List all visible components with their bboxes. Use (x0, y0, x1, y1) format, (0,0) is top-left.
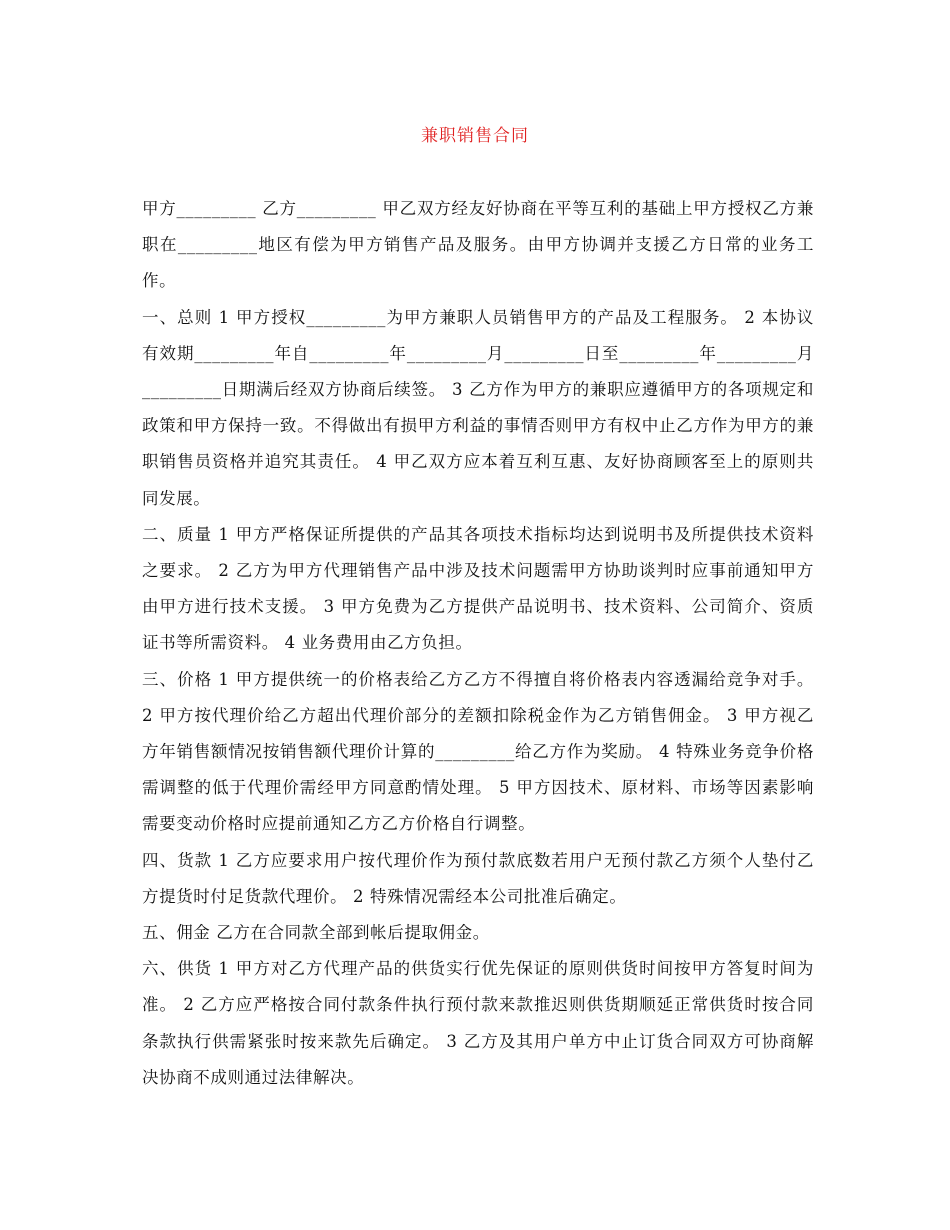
paragraph-general-provisions: 一、总则 1 甲方授权_________为甲方兼职人员销售甲方的产品及工程服务。 2 本协议有效期_________年自_________年_________月_________日至_________年_________月_________日期满后经双方协商后续签。 3 乙方作为甲方的兼职应遵循甲方的各项规定和政策和甲方保持一致。不得做出有损甲方利益的事情否则甲方有权中止乙方作为甲方的兼职销售员资格并追究其责任。 4 甲乙双方应本着互利互惠、友好协商顾客至上的原则共同发展。 (142, 307, 814, 508)
document-title: 兼职销售合同 (421, 126, 529, 146)
document-body (142, 191, 814, 1096)
paragraph-supply: 六、供货 1 甲方对乙方代理产品的供货实行优先保证的原则供货时间按甲方答复时间为准。 2 乙方应严格按合同付款条件执行预付款来款推迟则供货期顺延正常供货时按合同条款执行供需紧张时按来款先后确定。 3 乙方及其用户单方中止订货合同双方可协商解决协商不成则通过法律解决。 (142, 959, 814, 1087)
paragraph-payment: 四、货款 1 乙方应要求用户按代理价作为预付款底数若用户无预付款乙方须个人垫付乙方提货时付足货款代理价。 2 特殊情况需经本公司批准后确定。 (142, 850, 814, 906)
paragraph-quality: 二、质量 1 甲方严格保证所提供的产品其各项技术指标均达到说明书及所提供技术资料之要求。 2 乙方为甲方代理销售产品中涉及技术问题需甲方协助谈判时应事前通知甲方由甲方进行技术支援。 3 甲方免费为乙方提供产品说明书、技术资料、公司简介、资质证书等所需资料。 4 业务费用由乙方负担。 (142, 524, 814, 653)
paragraph-price: 三、价格 1 甲方提供统一的价格表给乙方乙方不得擅自将价格表内容透漏给竞争对手。 2 甲方按代理价给乙方超出代理价部分的差额扣除税金作为乙方销售佣金。 3 甲方视乙方年销售额情况按销售额代理价计算的_________给乙方作为奖励。 4 特殊业务竞争价格需调整的低于代理价需经甲方同意酌情处理。 5 甲方因技术、原材料、市场等因素影响需要变动价格时应提前通知乙方乙方价格自行调整。 (142, 669, 814, 834)
paragraph-commission: 五、佣金 乙方在合同款全部到帐后提取佣金。 (142, 923, 490, 943)
paragraph-parties: 甲方_________ 乙方_________ 甲乙双方经友好协商在平等互利的基础上甲方授权乙方兼职在_________地区有偿为甲方销售产品及服务。由甲方协调并支援乙方日常的业务工作。 (142, 199, 814, 291)
